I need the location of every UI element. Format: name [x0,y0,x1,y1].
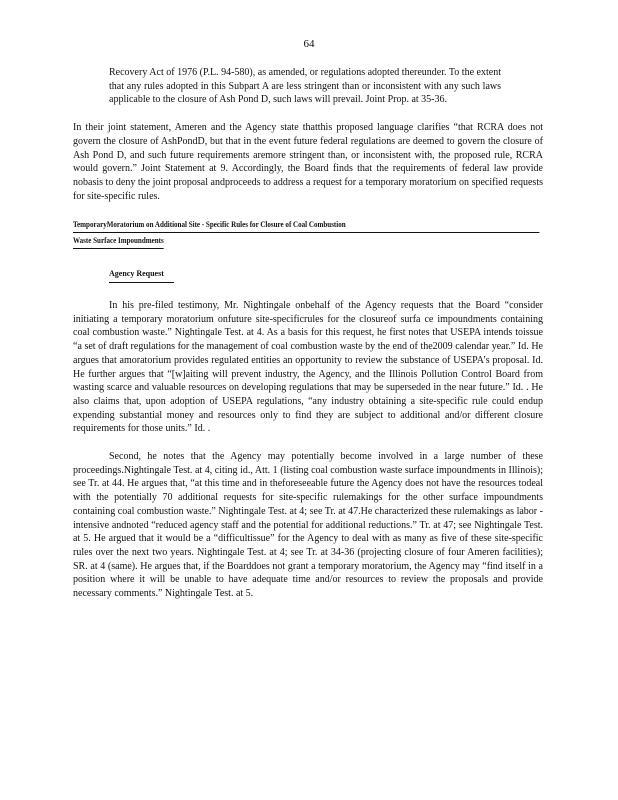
section-heading-line1: TemporaryMoratorium on Additional Site - Specific Rules for Closure of Coal Combustion [73,219,539,233]
section-heading [73,219,539,249]
paragraph-second: Second, he notes that the Agency may potentially become involved in a large number of these proceedings.Nightingale Test. at 4, citing id., Att. 1 (listing coal combustion waste surface impoundments in Illinois); see Tr. at 44. He argues that, “at this time and in theforeseeable future the Agency does not have the resources todeal with the potentially 70 additional requests for site-specific rulemakings for the other surface impoundments containing coal combustion waste.” Nightingale Test. at 4; see Tr. at 47.He characterized these rulemakings as labor - intensive andnoted “reduced agency staff and the potential for additional reductions.” Tr. at 47; see Nightingale Test. at 5. He argued that it would be a “difficultissue” for the Agency to deal with as many as five of these site-specific rules over the next two years. Nightingale Test. at 4; see Tr. at 34-36 (projecting closure of four Ameren facilities); SR. at 4 (same). He argues that, if the Boarddoes not grant a temporary moratorium, the Agency may “find itself in a position where it will be unable to have adequate time and/or resources to review the proposals and provide necessary comments.” Nightingale Test. at 5. [73,451,543,600]
page-number: 64 [303,38,315,50]
section-heading-line2: Waste Surface Impoundments [73,235,164,249]
paragraph-joint-statement: In their joint statement, Ameren and the Agency state thatthis proposed language clarifies “that RCRA does not govern the closure of AshPondD, but that in the event future federal regulations are deemed to govern the closure of Ash Pond D, and such future requirements aremore stringent than, or inconsistent with, the proposed rule, RCRA would govern.” Joint Statement at 9. Accordingly, the Board finds that the requirements of federal law provide nobasis to deny the joint proposal andproceeds to address a request for a temporary moratorium on specified requests for site-specific rules. [73,122,543,202]
block-quote: Recovery Act of 1976 (P.L. 94-580), as amended, or regulations adopted thereunder. To the extent that any rules adopted in this Subpart A are less stringent than or inconsistent with any such laws applicable to the closure of Ash Pond D, such laws will prevail. Joint Prop. at 35-36. [109,67,501,106]
document-body [73,66,543,601]
paragraph-testimony: In his pre-filed testimony, Mr. Nightingale onbehalf of the Agency requests that the Board “consider initiating a temporary moratorium onfuture site-specificrules for the closureof surfa ce impoundments containing coal combustion waste.” Nightingale Test. at 4. As a basis for this request, he first notes that USEPA intends toissue “a set of draft regulations for the management of coal combustion waste by the end of the2009 calendar year.” Id. He argues that amoratorium provides regulated entities an opportunity to review the substance of USEPA’s proposal. Id. He further argues that “[w]aiting will prevent industry, the Agency, and the Illinois Pollution Control Board from wasting scarce and valuable resources on developing regulations that may be superseded in the near future.” Id. . He also claims that, upon adoption of USEPA regulations, “any industry obtaining a site-specific rule could endup expending substantial money and resources only to find they are subject to additional and/or different closure requirements for those units.” Id. . [73,300,543,435]
subheading-agency-request: Agency Request [109,267,174,283]
